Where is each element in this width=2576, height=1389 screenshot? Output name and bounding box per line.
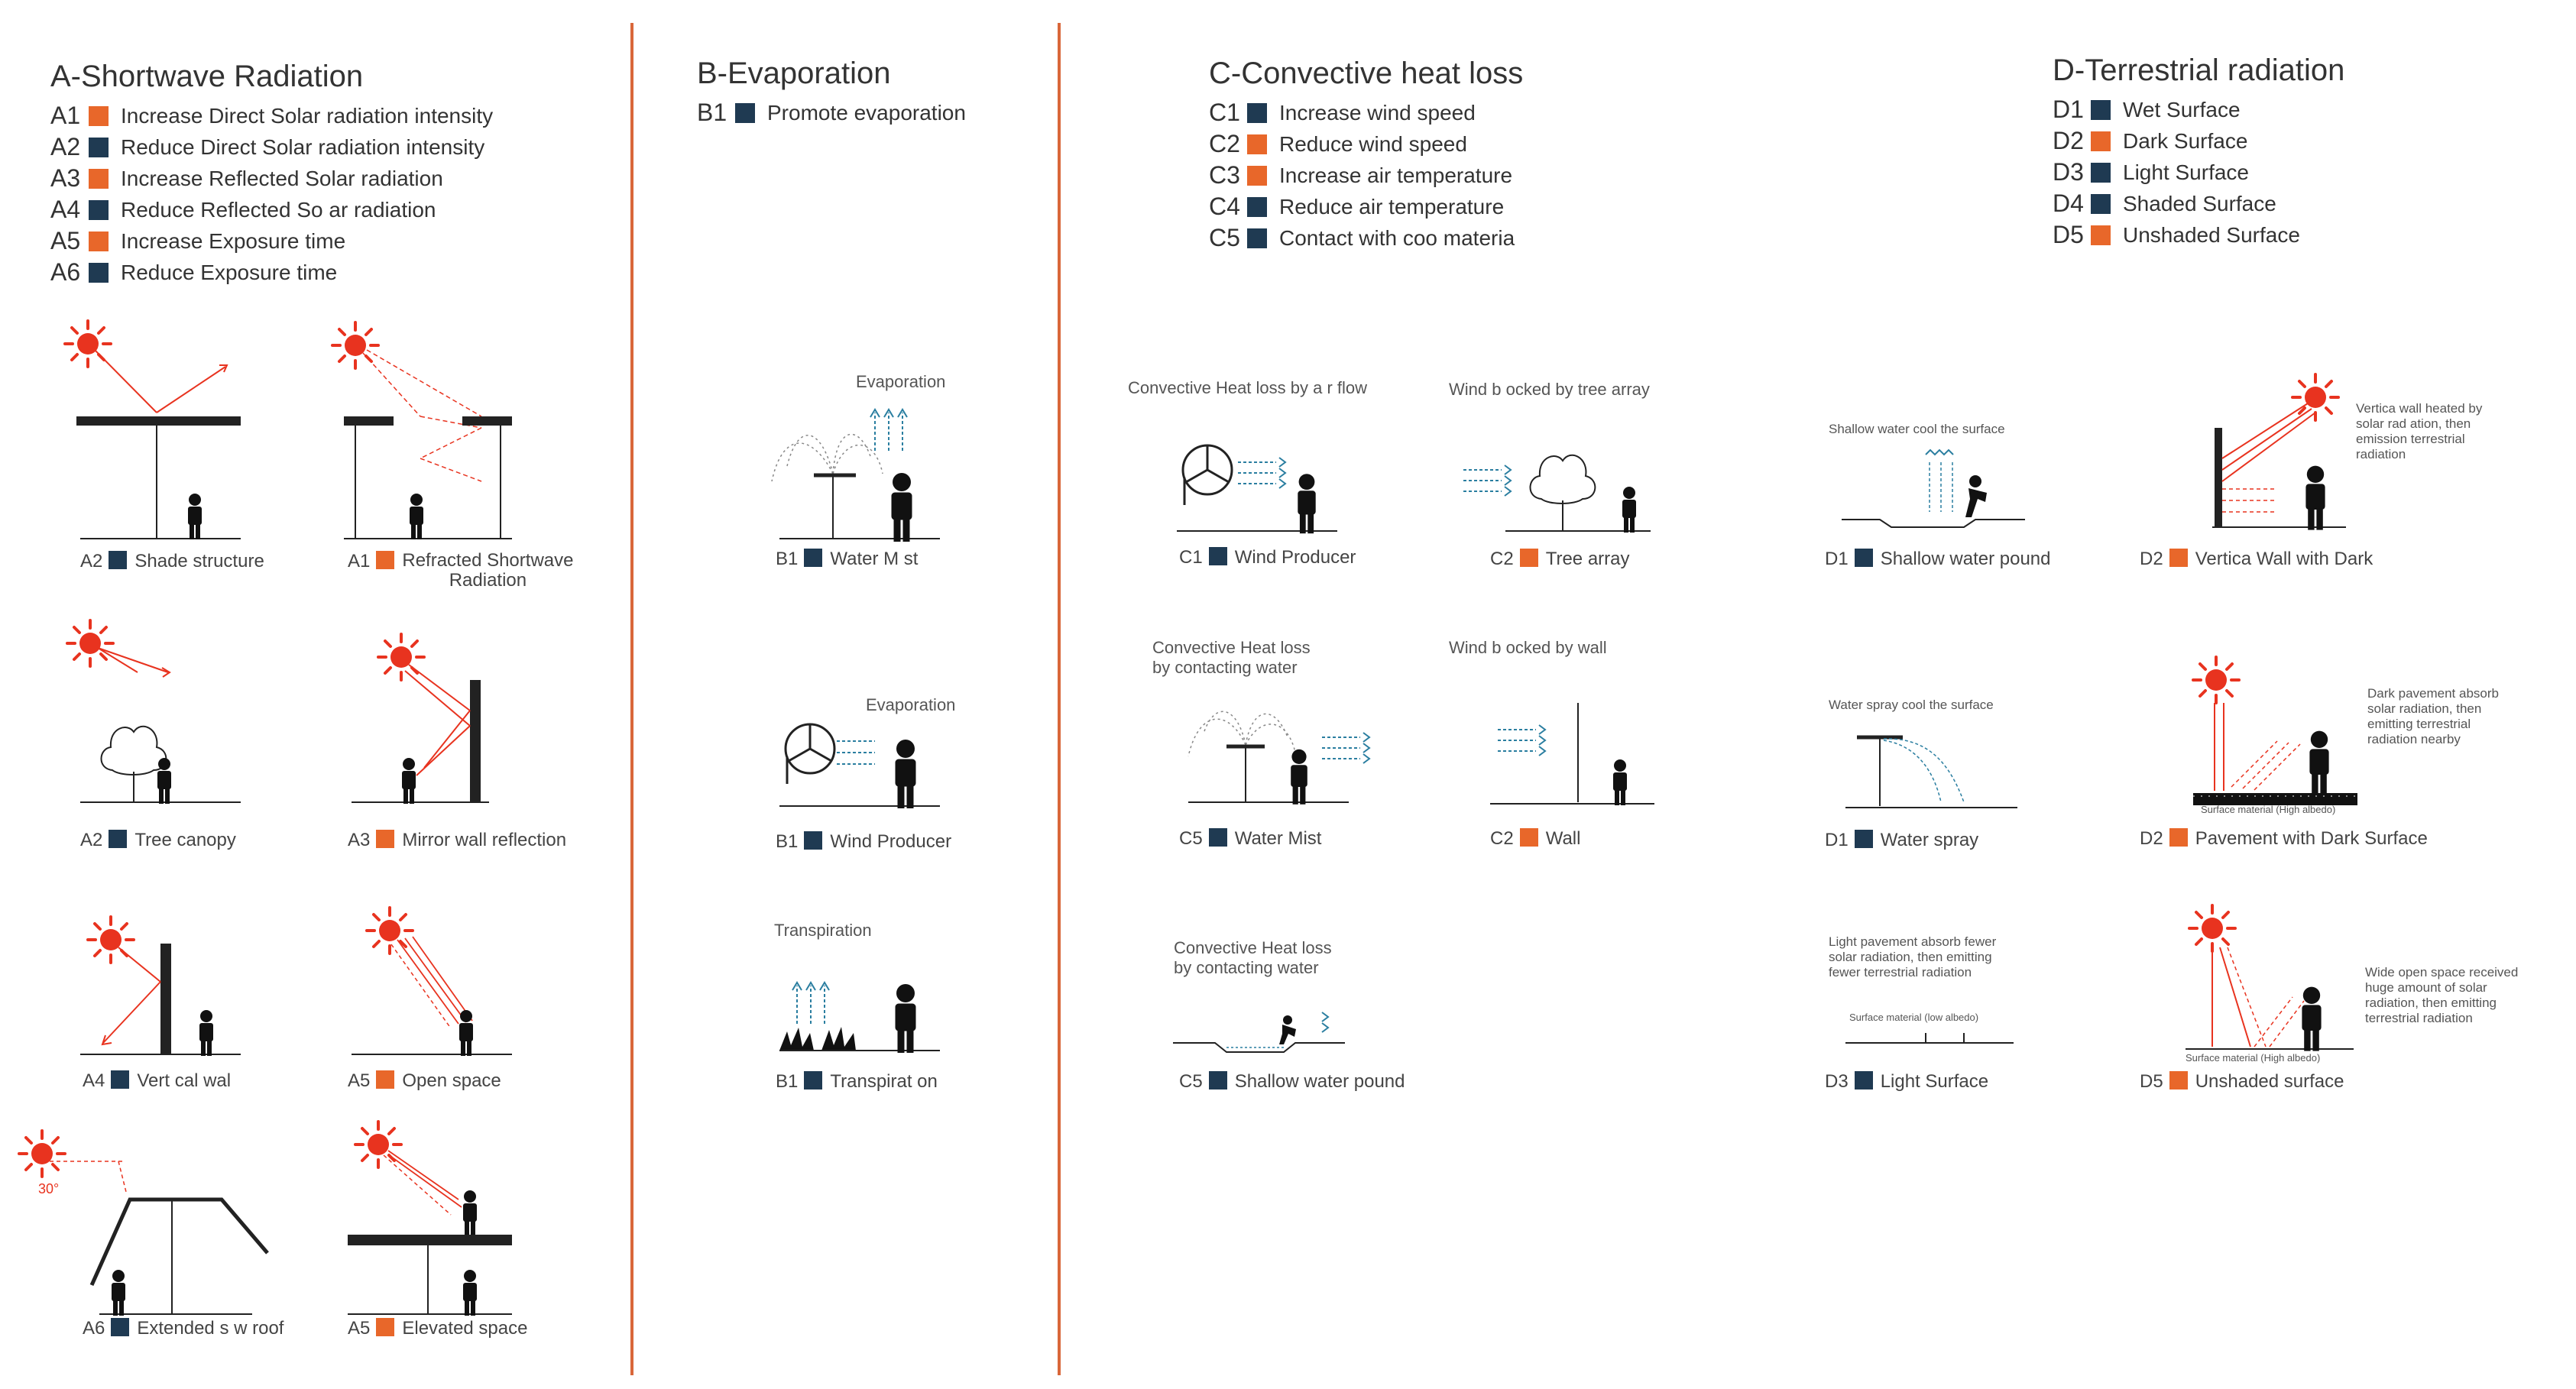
legend-code: A3 xyxy=(50,164,81,192)
section-d-title: D-Terrestrial radiation xyxy=(2053,53,2345,87)
wind-arrows xyxy=(1238,458,1285,488)
sun-icon xyxy=(67,620,113,666)
note-c2-wall: Wind b ocked by wall xyxy=(1449,638,1607,657)
blue-swatch xyxy=(109,830,127,848)
legend-label: Reduce Exposure time xyxy=(121,260,338,284)
wind-arrows xyxy=(1498,725,1545,756)
figure-c5-shallow-pound xyxy=(1169,989,1368,1058)
caption-label: Water Mist xyxy=(1234,828,1322,849)
blue-swatch xyxy=(1209,1071,1227,1090)
figure-b1-transpiration xyxy=(768,947,951,1054)
orange-swatch xyxy=(1520,549,1538,567)
caption-code: C5 xyxy=(1179,1071,1203,1092)
legend-item-d1 xyxy=(2053,94,2344,125)
caption-label: Water M st xyxy=(830,549,919,569)
sun-icon xyxy=(355,1122,401,1167)
fan-icon xyxy=(1183,445,1232,505)
caption-a5-open-space xyxy=(348,1070,501,1092)
caption-code: A6 xyxy=(83,1318,105,1339)
caption-label: Shade structure xyxy=(134,551,264,571)
figure-c1-wind-producer xyxy=(1169,432,1345,539)
blue-swatch xyxy=(89,200,109,220)
legend-label: Reduce Direct Solar radiation intensity xyxy=(121,134,485,159)
orange-swatch xyxy=(2169,549,2188,567)
person-icon xyxy=(410,494,423,539)
caption-c5-shallow-pound xyxy=(1179,1071,1405,1093)
legend-label: Increase Exposure time xyxy=(121,228,346,253)
legend-item-d3 xyxy=(2053,157,2344,188)
figure-a6-extended-roof xyxy=(15,1123,275,1322)
person-icon xyxy=(1613,759,1627,805)
caption-label: Wind Producer xyxy=(1234,547,1356,568)
legend-label: Wet Surface xyxy=(2123,97,2241,121)
figure-a4-vertical-wall xyxy=(69,909,252,1062)
legend-label: Reduce wind speed xyxy=(1279,131,1467,156)
note-c5-pound: Convective Heat loss by contacting water xyxy=(1174,938,1332,977)
legend-code: D5 xyxy=(2053,221,2084,248)
orange-swatch xyxy=(89,106,109,126)
caption-label: Light Surface xyxy=(1880,1071,1989,1092)
legend-label: Light Surface xyxy=(2123,160,2249,184)
legend-code: C4 xyxy=(1209,193,1240,220)
person-icon xyxy=(1291,750,1307,805)
section-b-legend xyxy=(697,57,966,128)
figure-a5-elevated-space xyxy=(336,1123,520,1322)
sun-icon xyxy=(88,917,134,963)
section-c-title: C-Convective heat loss xyxy=(1209,57,1524,90)
figure-d2-vertical-wall xyxy=(2193,374,2369,535)
legend-item-a4 xyxy=(50,194,493,225)
figure-d1-shallow-pound xyxy=(1834,447,2033,531)
figure-d2-pavement xyxy=(2186,657,2369,821)
blue-swatch xyxy=(804,831,822,850)
legend-code: D3 xyxy=(2053,158,2084,186)
caption-label: Tree canopy xyxy=(134,830,236,850)
legend-code: A4 xyxy=(50,196,81,223)
caption-code: D2 xyxy=(2140,828,2163,849)
legend-label: Increase Direct Solar radiation intensity xyxy=(121,103,494,128)
caption-a2-shade-structure xyxy=(80,551,264,572)
orange-swatch xyxy=(89,169,109,189)
person-icon xyxy=(463,1190,477,1236)
legend-code: D4 xyxy=(2053,189,2084,217)
figure-d3-light-surface xyxy=(1842,1024,2017,1047)
note-b1-mist: Evaporation xyxy=(856,372,946,391)
blue-swatch xyxy=(1247,228,1267,248)
sun-icon xyxy=(19,1131,65,1177)
orange-swatch xyxy=(1520,828,1538,847)
blue-swatch xyxy=(89,138,109,157)
figure-b1-wind-producer xyxy=(768,711,951,810)
caption-code: A2 xyxy=(80,551,103,571)
orange-swatch xyxy=(376,1318,394,1336)
blue-swatch xyxy=(1247,197,1267,217)
figure-c5-water-mist xyxy=(1177,695,1391,810)
note-b1-wind: Evaporation xyxy=(866,695,956,714)
legend-label: Dark Surface xyxy=(2123,128,2248,153)
person-icon xyxy=(2302,987,2321,1051)
figure-c2-wall xyxy=(1482,695,1666,810)
legend-label: Promote evaporation xyxy=(767,100,966,125)
legend-item-a6 xyxy=(50,257,493,288)
sun-icon xyxy=(367,908,413,954)
orange-swatch xyxy=(376,830,394,848)
caption-b1-water-mist xyxy=(776,549,918,570)
person-icon xyxy=(188,494,202,539)
legend-item-a5 xyxy=(50,225,493,257)
blue-swatch xyxy=(1855,1071,1873,1090)
orange-swatch xyxy=(1247,166,1267,186)
caption-a1-refracted xyxy=(348,551,573,591)
person-icon xyxy=(1622,487,1636,533)
legend-label: Contact with coo materia xyxy=(1279,225,1515,250)
figure-a2-shade-structure xyxy=(61,313,275,542)
legend-code: A2 xyxy=(50,133,81,160)
note-d3-light: Light pavement absorb fewer solar radiation, then emitting fewer terrestrial radiation xyxy=(1829,934,1997,979)
legend-item-c3 xyxy=(1209,160,1523,191)
caption-label: Wind Producer xyxy=(830,831,952,852)
section-divider-ab xyxy=(630,23,633,1375)
caption-a5-elevated-space xyxy=(348,1318,527,1339)
section-a-legend xyxy=(50,60,493,288)
caption-c1-wind-producer xyxy=(1179,547,1356,568)
orange-swatch xyxy=(376,1070,394,1089)
caption-c2-tree-array xyxy=(1490,549,1630,570)
caption-a4-vertical-wall xyxy=(83,1070,231,1092)
legend-item-a3 xyxy=(50,163,493,194)
caption-code: D1 xyxy=(1825,549,1849,569)
legend-code: A1 xyxy=(50,102,81,129)
tree-icon xyxy=(1531,455,1596,531)
legend-item-d2 xyxy=(2053,125,2344,157)
blue-swatch xyxy=(109,551,127,569)
orange-swatch xyxy=(2091,225,2111,245)
caption-code: D5 xyxy=(2140,1071,2163,1092)
orange-swatch xyxy=(1247,134,1267,154)
legend-item-d4 xyxy=(2053,188,2344,219)
caption-code: B1 xyxy=(776,1071,799,1092)
person-icon xyxy=(402,758,416,804)
blue-swatch xyxy=(1209,547,1227,565)
caption-label: Wall xyxy=(1545,828,1581,849)
legend-label: Reduce air temperature xyxy=(1279,194,1505,219)
legend-item-d5 xyxy=(2053,219,2344,251)
caption-c2-wall xyxy=(1490,828,1580,850)
caption-code: A5 xyxy=(348,1070,371,1091)
person-icon xyxy=(459,1010,473,1056)
orange-swatch xyxy=(2091,131,2111,151)
caption-b1-wind-producer xyxy=(776,831,951,853)
figure-a5-open-space xyxy=(344,909,520,1062)
caption-a3-mirror-wall xyxy=(348,830,566,851)
legend-code: C2 xyxy=(1209,130,1240,157)
legend-code: A5 xyxy=(50,227,81,254)
person-icon xyxy=(896,740,916,808)
sun-icon xyxy=(2193,657,2239,703)
caption-label: Unshaded surface xyxy=(2195,1071,2344,1092)
note-d5-unshaded: Wide open space received huge amount of solar radiation, then emitting terrestrial radiation xyxy=(2365,965,2519,1025)
caption-d2-vertical-wall xyxy=(2140,549,2373,570)
note-d2-pavement: Dark pavement absorb solar radiation, then emitting terrestrial radiation nearby xyxy=(2367,686,2499,746)
legend-label: Reduce Reflected So ar radiation xyxy=(121,197,436,222)
caption-label: Elevated space xyxy=(402,1318,528,1339)
blue-swatch xyxy=(804,549,822,567)
person-icon xyxy=(112,1270,125,1316)
orange-swatch xyxy=(89,232,109,251)
caption-code: D1 xyxy=(1825,830,1849,850)
caption-code: B1 xyxy=(776,549,799,569)
person-icon xyxy=(2305,466,2325,530)
legend-item-c5 xyxy=(1209,222,1523,254)
note-c5-mist: Convective Heat loss by contacting water xyxy=(1152,638,1311,677)
legend-item-c2 xyxy=(1209,128,1523,160)
caption-code: D2 xyxy=(2140,549,2163,569)
caption-code: A1 xyxy=(348,551,371,571)
caption-code: B1 xyxy=(776,831,799,852)
caption-d3-light-surface xyxy=(1825,1071,1988,1093)
legend-code: C3 xyxy=(1209,161,1240,189)
section-divider-bc xyxy=(1058,23,1061,1375)
surface-label-d5: Surface material (High albedo) xyxy=(2186,1052,2321,1064)
section-b-title: B-Evaporation xyxy=(697,57,891,90)
tree-icon xyxy=(102,727,167,802)
blue-swatch xyxy=(111,1070,129,1089)
legend-code: C1 xyxy=(1209,99,1240,126)
caption-d1-water-spray xyxy=(1825,830,1978,851)
legend-item-a2 xyxy=(50,131,493,163)
caption-code: C2 xyxy=(1490,549,1514,569)
caption-d1-shallow-pound xyxy=(1825,549,2051,570)
sun-icon xyxy=(2189,905,2235,951)
evaporation-arrows xyxy=(870,410,907,451)
blue-swatch xyxy=(2091,100,2111,120)
caption-label: Pavement with Dark Surface xyxy=(2195,828,2428,849)
legend-code: B1 xyxy=(697,99,727,126)
orange-swatch xyxy=(2169,828,2188,847)
figure-a3-mirror-wall xyxy=(336,611,520,810)
orange-swatch xyxy=(2169,1071,2188,1090)
caption-label: Extended s w roof xyxy=(137,1318,284,1339)
legend-label: Shaded Surface xyxy=(2123,191,2276,215)
caption-label: Vert cal wal xyxy=(137,1070,232,1091)
surface-label-d3: Surface material (low albedo) xyxy=(1849,1012,1979,1023)
caption-label: Tree array xyxy=(1545,549,1630,569)
section-a-title: A-Shortwave Radiation xyxy=(50,60,364,93)
caption-code: C5 xyxy=(1179,828,1203,849)
blue-swatch xyxy=(1209,828,1227,847)
person-icon xyxy=(896,984,916,1053)
note-c1-wind: Convective Heat loss by a r flow xyxy=(1128,378,1368,397)
sun-icon xyxy=(378,634,424,680)
blue-swatch xyxy=(804,1071,822,1090)
sun-icon xyxy=(332,322,378,368)
caption-label: Vertica Wall with Dark xyxy=(2195,549,2373,569)
legend-code: C5 xyxy=(1209,224,1240,251)
figure-c2-tree-array xyxy=(1460,416,1658,539)
wind-arrows xyxy=(1322,733,1369,763)
caption-label: Shallow water pound xyxy=(1880,549,2051,569)
caption-d2-pavement xyxy=(2140,828,2428,850)
caption-label: Water spray xyxy=(1880,830,1979,850)
caption-code: A4 xyxy=(83,1070,105,1091)
caption-c5-water-mist xyxy=(1179,828,1321,850)
blue-swatch xyxy=(2091,194,2111,214)
caption-a6-extended-roof xyxy=(83,1318,284,1339)
person-icon xyxy=(2309,731,2328,795)
blue-swatch xyxy=(1247,103,1267,123)
section-d-legend xyxy=(2053,53,2344,251)
blue-swatch xyxy=(111,1318,129,1336)
legend-label: Increase air temperature xyxy=(1279,163,1513,187)
fan-icon xyxy=(786,724,834,784)
wind-arrows xyxy=(1463,465,1511,496)
person-icon xyxy=(463,1270,477,1316)
blue-swatch xyxy=(89,263,109,283)
figure-a1-refracted xyxy=(329,313,527,542)
caption-label: Mirror wall reflection xyxy=(402,830,567,850)
legend-label: Increase wind speed xyxy=(1279,100,1476,125)
figure-b1-water-mist xyxy=(768,382,951,542)
person-icon xyxy=(157,758,171,804)
caption-label: Shallow water pound xyxy=(1234,1071,1405,1092)
blue-swatch xyxy=(2091,163,2111,183)
note-c2-tree: Wind b ocked by tree array xyxy=(1449,380,1650,399)
note-d1-spray: Water spray cool the surface xyxy=(1829,698,1994,712)
caption-code: A2 xyxy=(80,830,103,850)
orange-swatch xyxy=(376,551,394,569)
legend-label: Increase Reflected Solar radiation xyxy=(121,166,443,190)
person-icon xyxy=(1298,474,1315,533)
caption-code: C1 xyxy=(1179,547,1203,568)
surface-label-d2: Surface material (High albedo) xyxy=(2201,804,2336,815)
person-icon xyxy=(892,473,912,542)
figure-a2-tree-canopy xyxy=(61,611,275,810)
caption-b1-transpiration xyxy=(776,1071,938,1093)
angle-label: 30° xyxy=(38,1181,60,1196)
caption-a2-tree-canopy xyxy=(80,830,236,851)
caption-code: C2 xyxy=(1490,828,1514,849)
legend-code: A6 xyxy=(50,258,81,286)
person-icon xyxy=(199,1010,213,1056)
blue-swatch xyxy=(735,103,755,123)
legend-label: Unshaded Surface xyxy=(2123,222,2300,247)
legend-code: D1 xyxy=(2053,96,2084,123)
legend-item-c1 xyxy=(1209,97,1523,128)
caption-label: Refracted Shortwave Radiation xyxy=(402,550,574,591)
figure-d5-unshaded xyxy=(2178,905,2361,1058)
legend-code: D2 xyxy=(2053,127,2084,154)
caption-label: Transpirat on xyxy=(830,1071,938,1092)
caption-code: A3 xyxy=(348,830,371,850)
figure-d1-water-spray xyxy=(1842,730,2025,814)
legend-item-c4 xyxy=(1209,191,1523,222)
blue-swatch xyxy=(1855,830,1873,848)
caption-code: D3 xyxy=(1825,1071,1849,1092)
blue-swatch xyxy=(1855,549,1873,567)
caption-d5-unshaded xyxy=(2140,1071,2344,1093)
section-c-legend xyxy=(1209,57,1523,254)
caption-code: A5 xyxy=(348,1318,371,1339)
caption-label: Open space xyxy=(402,1070,501,1091)
note-d1-pound: Shallow water cool the surface xyxy=(1829,422,2005,436)
note-d2-wall: Vertica wall heated by solar rad ation, then emission terrestrial radiation xyxy=(2356,401,2483,461)
legend-item-b1 xyxy=(697,97,966,128)
legend-item-a1 xyxy=(50,100,493,131)
note-b1-transpiration: Transpiration xyxy=(774,921,872,940)
transpiration-arrows xyxy=(792,983,829,1024)
